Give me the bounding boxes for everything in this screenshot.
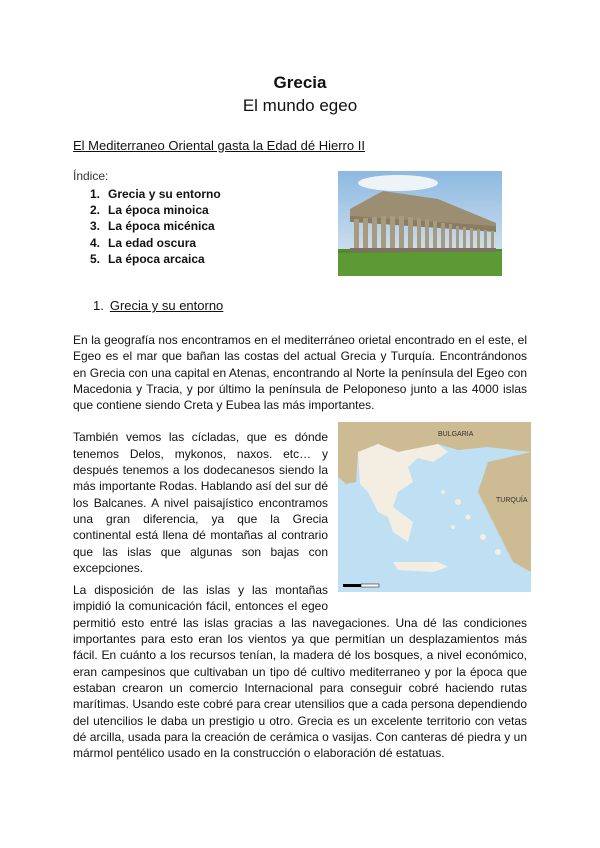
map-label-turquia: TURQUÍA xyxy=(496,497,528,505)
index-label-text: Grecia y su entorno xyxy=(108,187,221,201)
index-number: 2. xyxy=(90,203,101,218)
index-label-text: La época micénica xyxy=(108,219,215,234)
index-item xyxy=(90,235,221,251)
paragraph: En la geografía nos encontramos en el mediterráneo orietal encontrado en el este, el Egeo es el mar que bañan las costas del actual Grecia y Turquía. Encontrándonos en Grecia con una capital en Atenas, encontrando al Norte la península del Egeo con Macedonia y Tracia, y por último la península de Peloponeso junto a las 4000 islas que contiene siendo Creta y Eubea las más importantes. xyxy=(73,333,527,413)
index-item xyxy=(90,186,221,202)
document-subtitle: El mundo egeo xyxy=(242,96,358,115)
section-1-body xyxy=(73,332,527,761)
section-number: 1. xyxy=(93,298,104,313)
map-label-bulgaria: BULGARIA xyxy=(438,431,474,439)
index-item xyxy=(90,251,221,267)
index-item xyxy=(90,218,221,234)
section-heading: El Mediterraneo Oriental gasta la Edad dé Hierro II xyxy=(73,138,365,153)
greece-map-image xyxy=(338,422,531,592)
section-title: Grecia y su entorno xyxy=(109,298,224,313)
index-item xyxy=(90,202,221,218)
index-label-text: La edad oscura xyxy=(108,235,197,250)
index-label: Índice: xyxy=(73,169,109,183)
section-1-heading xyxy=(93,298,223,313)
index-number: 4. xyxy=(90,235,101,250)
index-number: 3. xyxy=(90,219,101,234)
parthenon-image xyxy=(338,171,502,276)
paragraph: La disposición de las islas y las montañas impidió la comunicación fácil, entonces el egeo permitió esto entré las islas gracias a las navegaciones. Una dé las condiciones importantes para esto eran los vientos ya que permitían un desplazamientos más fácil. En cuánto a los recursos tenían, la madera dé los bosques, a nivel económico, eran campesinos que cultivaban un tipo dé cultivo mediterraneo y por la época que estaban crearon un comercio Internacional para conseguir cobré haciendo rutas marítimas. Usando este cobré para crear utensilios que a cada persona dependiendo del utencilios le daba un prestigio u otro. Grecia es un excelente territorio con vetas dé arcilla, usada para la creación de cerámica o vasijas. Con canteras dé piedra y un mármol pentélico usado en la construcción o elaboración dé estatuas. xyxy=(73,583,527,761)
index-number: 1. xyxy=(90,187,101,201)
index-label-text: La época arcaica xyxy=(108,251,205,266)
index-number: 5. xyxy=(90,251,101,266)
paragraph: También vemos las cícladas, que es dónde tenemos Delos, mykonos, naxos. etc… y después tenemos a los dodecanesos siendo la más importante Rodas. Hablando así del sur dé los Balcanes. A nivel paisajístico encontramos una gran diferencia, ya que la Grecia continental está llena dé montañas al contrario que las islas que algunas son bajas con excepciones. xyxy=(73,430,328,575)
index-list xyxy=(90,186,221,267)
index-label-text: La época minoica xyxy=(108,203,209,218)
document-title: Grecia xyxy=(273,73,327,92)
